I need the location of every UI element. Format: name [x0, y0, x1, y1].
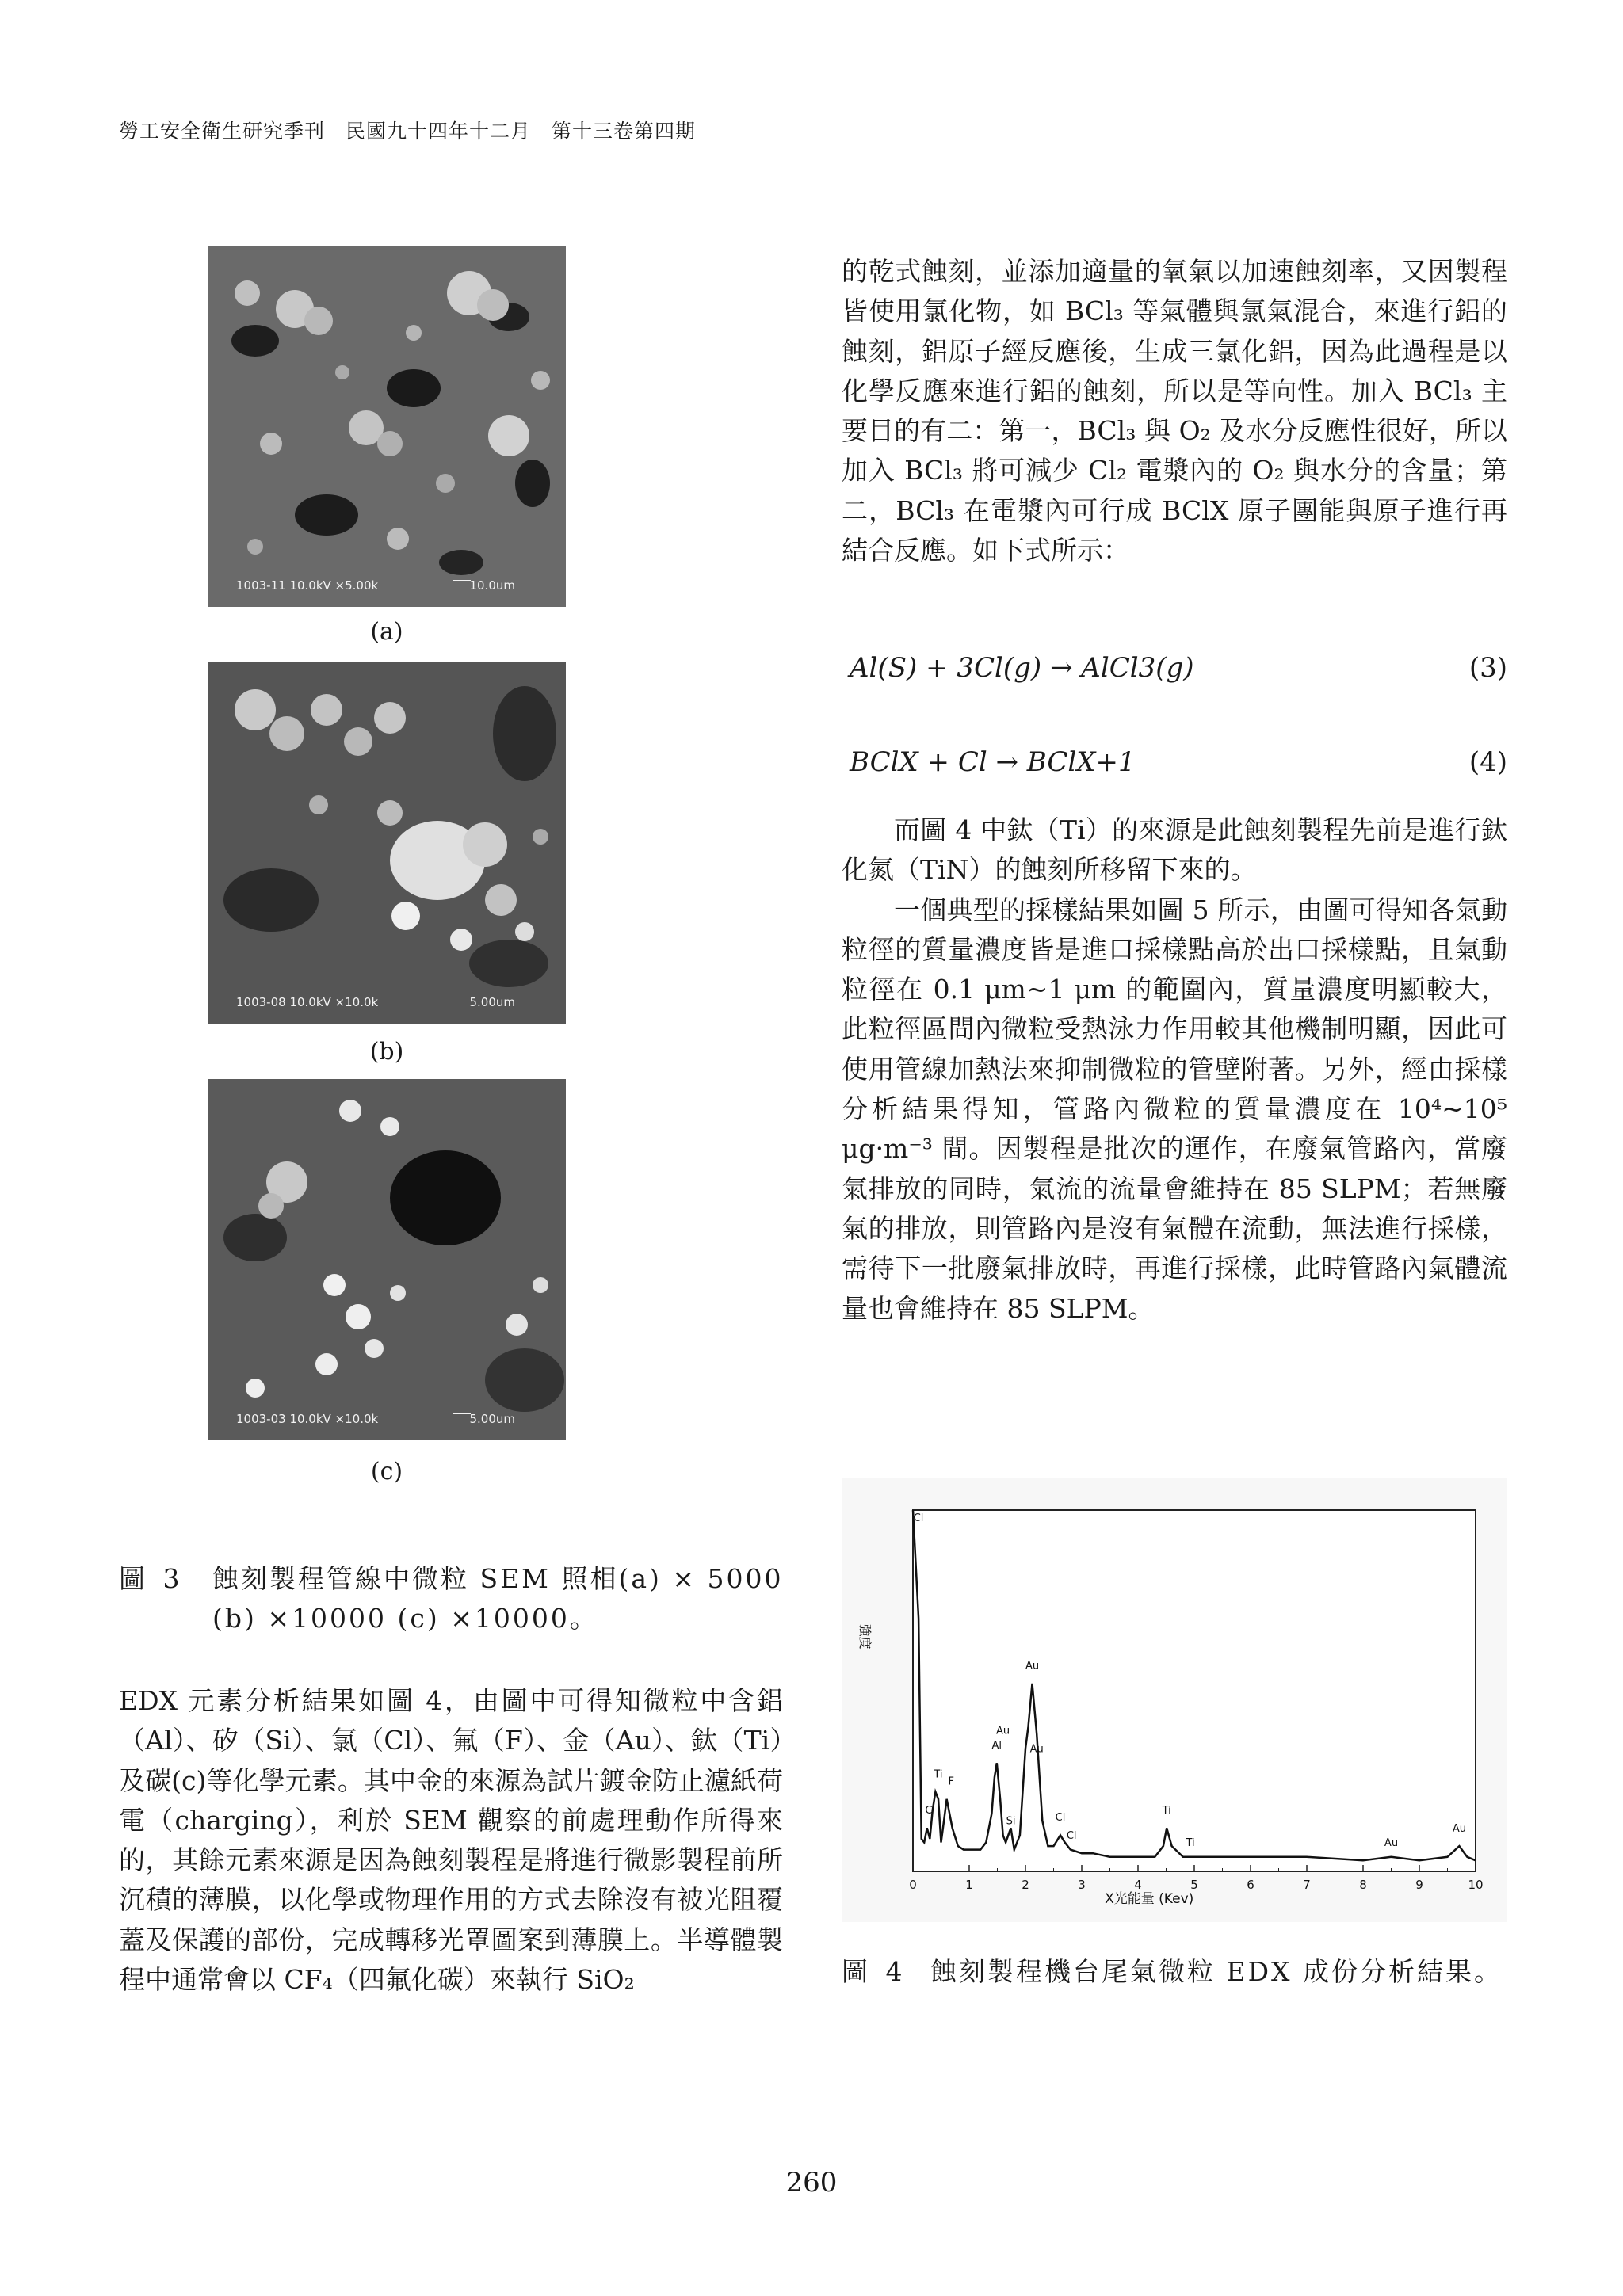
sub-label-b: (b) — [369, 1038, 404, 1066]
x-tick-label: 0 — [909, 1878, 917, 1892]
peak-label: Ti — [1162, 1805, 1171, 1817]
sem-meta-a: 1003-11 10.0kV ×5.00k — [236, 578, 379, 593]
peak-label: Ti — [1186, 1837, 1195, 1850]
x-axis-label: X光能量 (Kev) — [1105, 1891, 1194, 1907]
peak-label: F — [948, 1775, 955, 1788]
left-body-text: EDX 元素分析結果如圖 4，由圖中可得知微粒中含鋁（Al）、矽（Si）、氯（Cl）、氟（F）、金（Au）、鈦（Ti）及碳(c)等化學元素。其中金的來源為試片鍍金防止濾紙荷電（charging），利於 SEM 觀察的前處理動作所得來的，其餘元素來源是因為蝕刻製程是將進行微影製程前所沉積的薄膜，以化學或物理作用的方式去除沒有被光阻覆蓋及保護的部份，完成轉移光罩圖案到薄膜上。半導體製程中通常會以 CF₄（四氟化碳）來執行 SiO₂ — [119, 1685, 783, 1996]
figure4-caption-text: 蝕刻製程機台尾氣微粒 EDX 成份分析結果。 — [930, 1956, 1503, 1987]
x-tick-label: 7 — [1303, 1878, 1311, 1892]
peak-label: Cl — [1066, 1829, 1077, 1842]
sem-scale-c: 5.00um — [469, 1412, 515, 1426]
peak-label: Au — [1029, 1743, 1044, 1756]
sem-texture-a — [208, 246, 566, 607]
equation-3 — [842, 652, 1507, 692]
peak-label: Cl — [913, 1512, 924, 1524]
plot-frame — [913, 1510, 1476, 1871]
y-axis-label: 強度 — [857, 1623, 873, 1650]
x-tick-label: 5 — [1190, 1878, 1198, 1892]
x-tick-label: 4 — [1134, 1878, 1142, 1892]
edx-chart-svg — [842, 1478, 1507, 1922]
sub-label-c: (c) — [370, 1458, 403, 1486]
equation-4 — [842, 746, 1507, 786]
right-body-text: 的乾式蝕刻，並添加適量的氧氣以加速蝕刻率，又因製程皆使用氯化物，如 BCl₃ 等氣體與氯氣混合，來進行鋁的蝕刻，鋁原子經反應後，生成三氯化鋁，因為此過程是以化學反應來進行鋁的蝕刻，所以是等向性。加入 BCl₃ 主要目的有二：第一，BCl₃ 與 O₂ 及水分反應性很好，所以加入 BCl₃ 將可減少 Cl₂ 電漿內的 O₂ 與水分的含量；第二，BCl₃ 在電漿內可行成 BClX 原子團能與原子進行再結合反應。如下式所示： — [842, 256, 1508, 566]
peak-label: Au — [996, 1725, 1010, 1737]
edx-chart — [842, 1478, 1507, 1922]
equation-3-number: (3) — [1468, 652, 1507, 684]
sem-image-b — [208, 662, 566, 1024]
peak-label: Al — [991, 1739, 1002, 1752]
figure4-caption-number: 圖 4 — [842, 1956, 907, 1987]
x-tick-label: 2 — [1022, 1878, 1029, 1892]
equation-3-formula: Al(S) + 3Cl(g) → AlCl3(g) — [850, 652, 1194, 684]
equation-4-formula: BClX + Cl → BClX+1 — [850, 746, 1136, 778]
sem-image-a — [208, 246, 566, 607]
peak-label: Au — [1452, 1822, 1466, 1835]
x-tick-label: 6 — [1247, 1878, 1254, 1892]
peak-label: Si — [1006, 1815, 1016, 1828]
sem-scale-bar-b — [208, 995, 566, 1011]
x-tick-label: 9 — [1415, 1878, 1423, 1892]
sem-scale-b: 5.00um — [469, 995, 515, 1009]
sem-image-c — [208, 1079, 566, 1440]
figure3-caption-number: 圖 3 — [119, 1563, 185, 1594]
sem-scale-bar-c — [208, 1412, 566, 1428]
scale-ticks — [453, 992, 471, 997]
peak-label: C — [925, 1805, 933, 1817]
peak-label: Ti — [934, 1768, 943, 1781]
sem-meta-c: 1003-03 10.0kV ×10.0k — [236, 1412, 379, 1426]
peak-label: Au — [1025, 1660, 1040, 1672]
paragraph-ti-source: 而圖 4 中鈦（Ti）的來源是此蝕刻製程先前是進行鈦化氮（TiN）的蝕刻所移留下來的。 — [842, 814, 1507, 886]
equation-4-number: (4) — [1468, 746, 1507, 778]
right-body-text-2 — [842, 810, 1507, 1329]
journal-header: 勞工安全衛生研究季刊 民國九十四年十二月 第十三卷第四期 — [119, 120, 697, 143]
sem-meta-b: 1003-08 10.0kV ×10.0k — [236, 995, 379, 1009]
sem-scale-bar-a — [208, 578, 566, 594]
peak-label: Cl — [1055, 1812, 1066, 1825]
sem-scale-a: 10.0um — [469, 578, 515, 593]
scale-ticks — [453, 575, 471, 581]
peak-label: Au — [1384, 1837, 1399, 1850]
x-tick-label: 3 — [1078, 1878, 1086, 1892]
figure3-caption-text: 蝕刻製程管線中微粒 SEM 照相(a) × 5000 (b) ×10000 (c) ×10000。 — [212, 1563, 784, 1634]
scale-ticks — [453, 1409, 471, 1414]
sub-label-a: (a) — [370, 618, 403, 646]
paragraph-sampling-result: 一個典型的採樣結果如圖 5 所示，由圖可得知各氣動粒徑的質量濃度皆是進口採樣點高於出口採樣點，且氣動粒徑在 0.1 μm~1 μm 的範圍內，質量濃度明顯較大，此粒徑區間內微粒受熱泳力作用較其他機制明顯，因此可使用管線加熱法來抑制微粒的管壁附著。另外，經由採樣分析結果得知，管路內微粒的質量濃度在 10⁴~10⁵ μg·m⁻³ 間。因製程是批次的運作，在廢氣管路內，當廢氣排放的同時，氣流的流量會維持在 85 SLPM；若無廢氣的排放，則管路內是沒有氣體在流動，無法進行採樣，需待下一批廢氣排放時，再進行採樣，此時管路內氣體流量也會維持在 85 SLPM。 — [842, 894, 1507, 1324]
page-number: 260 — [785, 2167, 838, 2199]
x-tick-label: 10 — [1468, 1878, 1484, 1892]
sem-texture-b — [208, 662, 566, 1024]
x-tick-label: 1 — [965, 1878, 973, 1892]
x-tick-label: 8 — [1359, 1878, 1367, 1892]
sem-texture-c — [208, 1079, 566, 1440]
